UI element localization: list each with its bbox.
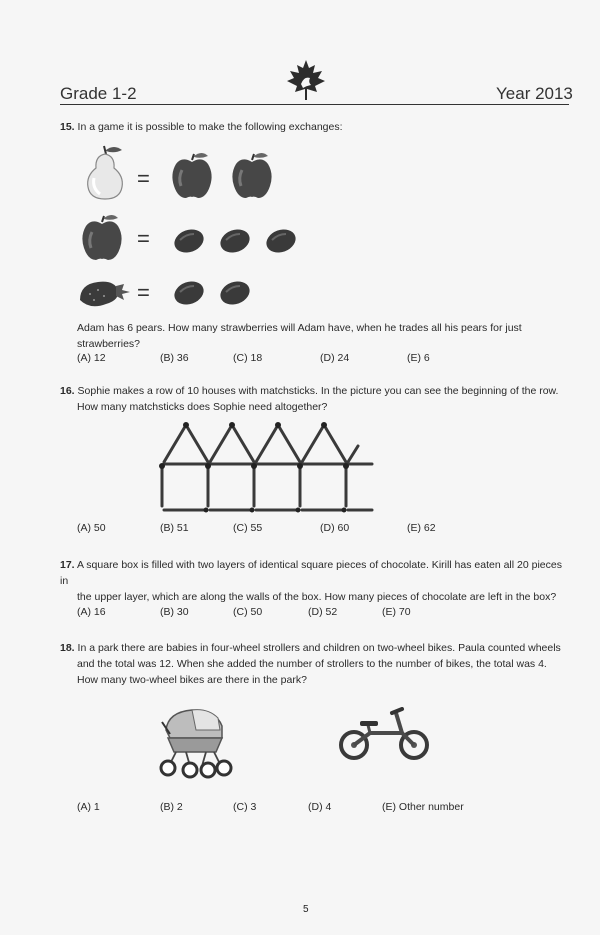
q15-question-line2: strawberries? — [77, 338, 141, 350]
q16-answer-a[interactable]: (A) 50 — [77, 522, 106, 534]
q18-line3: How many two-wheel bikes are there in the park? — [77, 674, 307, 686]
q15-answer-c[interactable]: (C) 18 — [233, 352, 263, 364]
plum-icon — [172, 228, 206, 254]
page-number: 5 — [303, 904, 309, 915]
q17-answer-a[interactable]: (A) 16 — [77, 606, 106, 618]
equals-sign: = — [137, 226, 150, 251]
q15-answer-b[interactable]: (B) 36 — [160, 352, 189, 364]
q16-answer-e[interactable]: (E) 62 — [407, 522, 436, 534]
q15-question-line1: Adam has 6 pears. How many strawberries will Adam have, when he trades all his pears for just — [77, 322, 522, 334]
kangaroo-maple-leaf-logo — [284, 58, 328, 104]
q16-text — [60, 383, 572, 415]
q17-line2: the upper layer, which are along the walls of the box. How many pieces of chocolate are left in the box? — [77, 591, 557, 603]
apple-icon — [230, 150, 274, 202]
q16-number: 16. — [60, 385, 75, 397]
q15-number: 15. — [60, 121, 75, 133]
pear-icon — [80, 142, 130, 202]
q16-line2: How many matchsticks does Sophie need altogether? — [77, 401, 328, 413]
q15-intro: In a game it is possible to make the following exchanges: — [77, 121, 343, 133]
q18-number: 18. — [60, 642, 75, 654]
q17-answer-e[interactable]: (E) 70 — [382, 606, 411, 618]
plum-icon — [172, 280, 206, 306]
q17-text — [60, 557, 572, 605]
q18-answer-d[interactable]: (D) 4 — [308, 801, 332, 813]
q16-answer-c[interactable]: (C) 55 — [233, 522, 263, 534]
strawberry-icon — [76, 276, 132, 310]
grade-label: Grade 1-2 — [60, 84, 137, 103]
q15-answer-d[interactable]: (D) 24 — [320, 352, 350, 364]
stroller-icon — [156, 704, 236, 780]
q18-line1: In a park there are babies in four-wheel strollers and children on two-wheel bikes. Paula counted wheels — [77, 642, 561, 654]
q15-answer-e[interactable]: (E) 6 — [407, 352, 430, 364]
q17-answer-b[interactable]: (B) 30 — [160, 606, 189, 618]
q16-answer-d[interactable]: (D) 60 — [320, 522, 350, 534]
q18-answer-c[interactable]: (C) 3 — [233, 801, 257, 813]
q17-answer-c[interactable]: (C) 50 — [233, 606, 263, 618]
q15-answer-a[interactable]: (A) 12 — [77, 352, 106, 364]
q17-line1: A square box is filled with two layers of identical square pieces of chocolate. Kirill has eaten all 20 pieces in — [60, 559, 562, 587]
plum-icon — [264, 228, 298, 254]
q18-answer-a[interactable]: (A) 1 — [77, 801, 100, 813]
plum-icon — [218, 228, 252, 254]
q16-answer-b[interactable]: (B) 51 — [160, 522, 189, 534]
year-label: Year 2013 — [496, 84, 573, 103]
plum-icon — [218, 280, 252, 306]
apple-icon — [170, 150, 214, 202]
q15-intro-line — [60, 119, 570, 135]
equals-sign: = — [137, 166, 150, 191]
equals-sign: = — [137, 280, 150, 305]
header-rule — [60, 104, 569, 105]
apple-icon — [80, 212, 124, 264]
matchstick-houses-diagram — [156, 420, 376, 515]
q16-line1: Sophie makes a row of 10 houses with matchsticks. In the picture you can see the beginning of the row. — [77, 385, 559, 397]
q17-number: 17. — [60, 559, 75, 571]
q18-line2: and the total was 12. When she added the number of strollers to the number of bikes, the total was 4. — [77, 658, 547, 670]
q18-answer-e[interactable]: (E) Other number — [382, 801, 464, 813]
q18-answer-b[interactable]: (B) 2 — [160, 801, 183, 813]
q15-question — [77, 320, 572, 352]
bike-icon — [336, 707, 432, 763]
q17-answer-d[interactable]: (D) 52 — [308, 606, 338, 618]
q18-text — [60, 640, 572, 688]
